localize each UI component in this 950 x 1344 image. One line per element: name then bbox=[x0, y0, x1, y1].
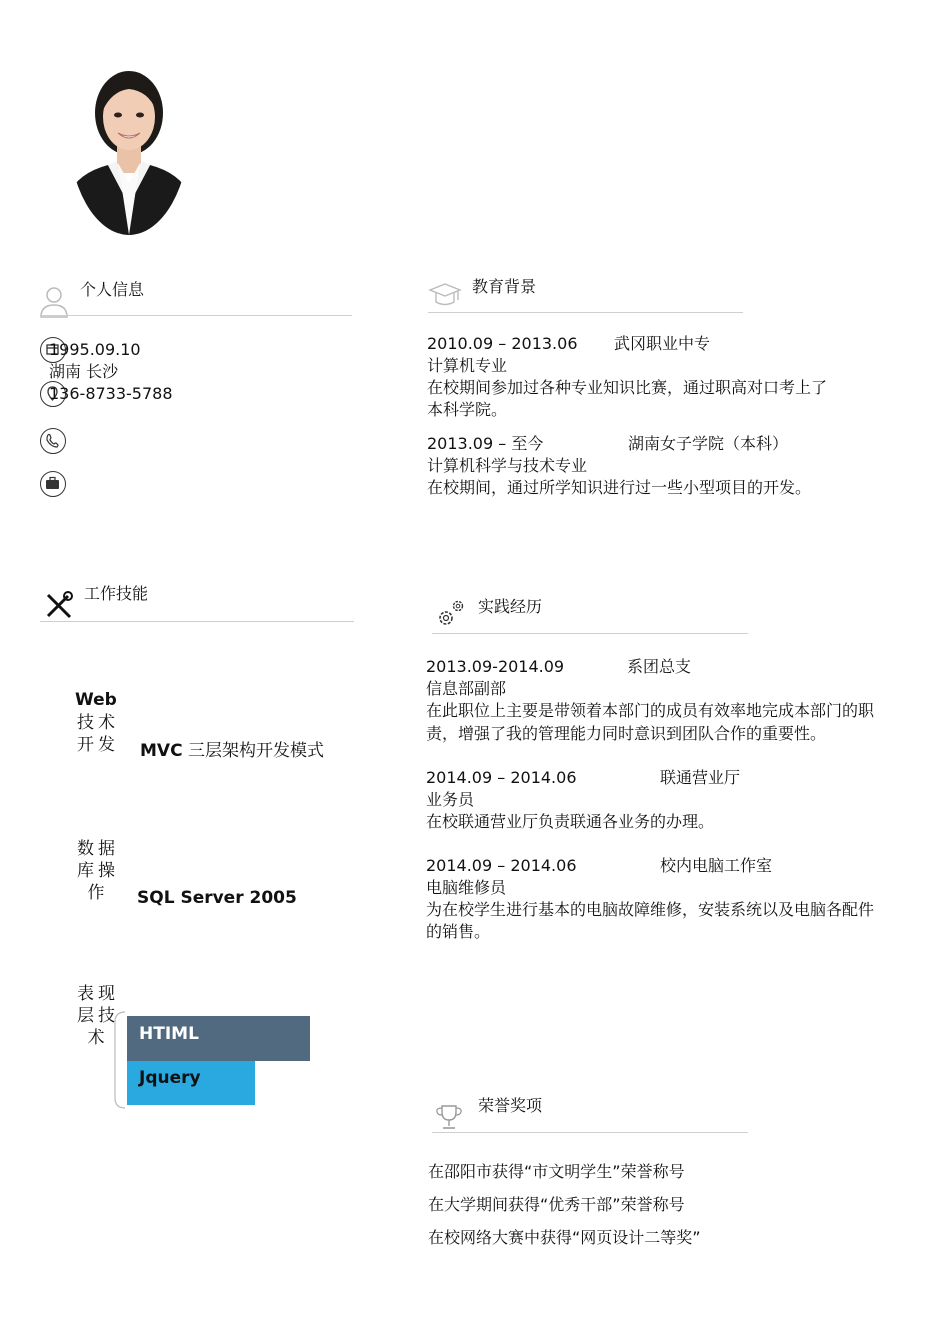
practice-desc-cont: 的销售。 bbox=[426, 922, 491, 941]
edu-desc: 在校期间，通过所学知识进行过一些小型项目的开发。 bbox=[427, 478, 812, 497]
skill-web-label: 技术开发 bbox=[77, 713, 119, 755]
birth-date: 1995.09.10 bbox=[49, 340, 141, 359]
practice-date: 2013.09-2014.09 bbox=[426, 657, 565, 676]
graduation-cap-icon bbox=[428, 280, 462, 310]
tools-icon bbox=[44, 590, 74, 620]
practice-org: 系团总支 bbox=[627, 657, 692, 676]
skill-bar-jquery-label: Jquery bbox=[139, 1068, 201, 1088]
practice-org: 联通营业厅 bbox=[660, 768, 741, 787]
practice-role: 电脑维修员 bbox=[426, 878, 507, 897]
skill-web-value bbox=[140, 740, 324, 762]
practice-desc: 在此职位上主要是带领着本部门的成员有效率地完成本部门的职 bbox=[426, 701, 875, 720]
gears-icon bbox=[434, 598, 468, 630]
edu-school: 武冈职业中专 bbox=[614, 334, 711, 353]
edu-date: 2013.09 – 至今 bbox=[427, 434, 544, 453]
trophy-icon bbox=[434, 1102, 464, 1132]
briefcase-icon bbox=[40, 471, 66, 497]
honor-item: 在邵阳市获得“市文明学生”荣誉称号 bbox=[428, 1162, 685, 1181]
practice-desc: 为在校学生进行基本的电脑故障维修，安装系统以及电脑各配件 bbox=[426, 900, 875, 919]
skills-title: 工作技能 bbox=[84, 584, 149, 603]
user-icon bbox=[38, 284, 70, 318]
skill-web-label-en: Web bbox=[75, 690, 117, 710]
practice-role: 业务员 bbox=[426, 790, 475, 809]
skills-divider bbox=[40, 621, 354, 622]
honor-item: 在大学期间获得“优秀干部”荣誉称号 bbox=[428, 1195, 685, 1214]
skill-web-value-rest: 三层架构开发模式 bbox=[182, 741, 324, 761]
location-text: 湖南 长沙 bbox=[49, 362, 119, 381]
edu-desc-cont: 本科学院。 bbox=[427, 400, 508, 419]
skill-db-label: 数据库操作 bbox=[77, 839, 119, 903]
skill-bar-htiml-label: HTIML bbox=[139, 1024, 199, 1044]
skill-bar-htiml bbox=[127, 1016, 310, 1061]
edu-date: 2010.09 – 2013.06 bbox=[427, 334, 578, 353]
practice-org: 校内电脑工作室 bbox=[660, 856, 773, 875]
honors-title: 荣誉奖项 bbox=[478, 1096, 543, 1115]
education-title: 教育背景 bbox=[472, 277, 537, 296]
phone-number: 136-8733-5788 bbox=[49, 384, 173, 403]
education-divider bbox=[428, 312, 743, 313]
honors-divider bbox=[432, 1132, 748, 1133]
edu-major: 计算机专业 bbox=[427, 356, 508, 375]
edu-school: 湖南女子学院（本科） bbox=[628, 434, 789, 453]
skill-bracket bbox=[113, 1010, 127, 1110]
practice-divider bbox=[432, 633, 748, 634]
edu-major: 计算机科学与技术专业 bbox=[427, 456, 588, 475]
skill-web-value-bold: MVC bbox=[140, 741, 183, 761]
practice-date: 2014.09 – 2014.06 bbox=[426, 768, 577, 787]
skill-fe-label: 表现层技术 bbox=[77, 984, 119, 1048]
skill-db-value: SQL Server 2005 bbox=[137, 888, 297, 908]
practice-desc-cont: 责，增强了我的管理能力同时意识到团队合作的重要性。 bbox=[426, 724, 827, 743]
phone-icon bbox=[40, 428, 66, 454]
profile-photo bbox=[68, 55, 190, 235]
practice-title: 实践经历 bbox=[478, 597, 543, 616]
practice-role: 信息部副部 bbox=[426, 679, 507, 698]
practice-desc: 在校联通营业厅负责联通各业务的办理。 bbox=[426, 812, 715, 831]
personal-title: 个人信息 bbox=[80, 280, 145, 299]
practice-date: 2014.09 – 2014.06 bbox=[426, 856, 577, 875]
honor-item: 在校网络大赛中获得“网页设计二等奖” bbox=[428, 1228, 701, 1247]
skill-bar-jquery bbox=[127, 1061, 255, 1105]
personal-divider bbox=[40, 315, 352, 316]
edu-desc: 在校期间参加过各种专业知识比赛，通过职高对口考上了 bbox=[427, 378, 828, 397]
